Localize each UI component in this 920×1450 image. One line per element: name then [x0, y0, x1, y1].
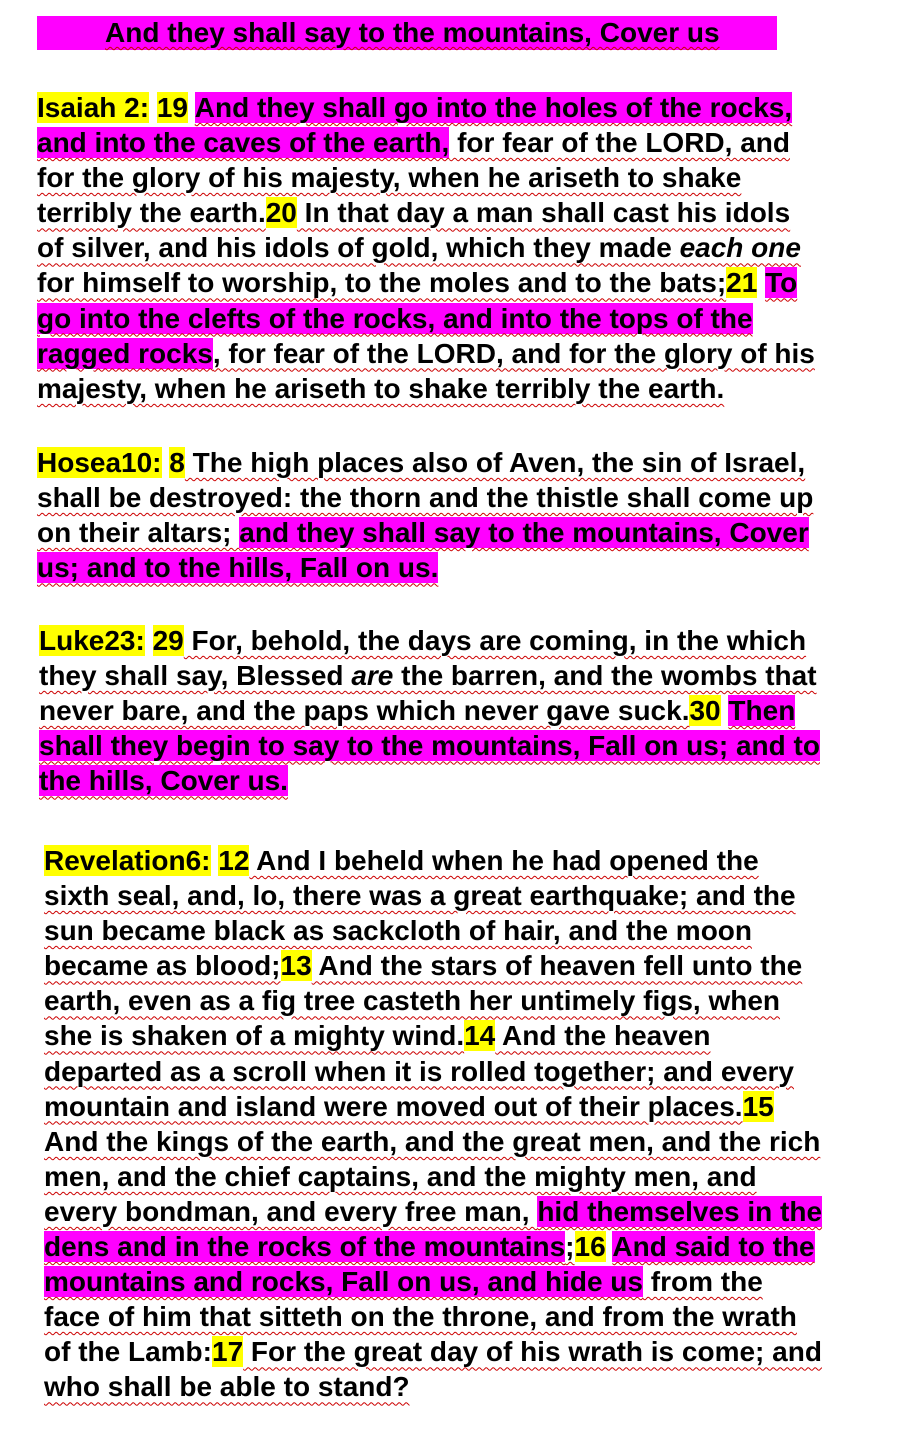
- verse-number: 8: [169, 447, 185, 478]
- passage-hosea: [37, 445, 813, 585]
- text-run: , for fear of the LORD, and for the glory of his: [212, 337, 815, 369]
- text-line: [39, 623, 820, 658]
- text-run: And the stars of heaven fell unto the: [311, 950, 803, 982]
- page-title-text: And they shall say to the mountains, Cover us: [105, 17, 720, 48]
- text-run: she is shaken of a mighty wind.: [44, 1020, 465, 1052]
- text-line: [44, 1264, 822, 1299]
- highlighted-text: And they shall go into the holes of the rocks,: [194, 92, 793, 123]
- text-line: [44, 1018, 822, 1053]
- text-run: from the: [642, 1266, 763, 1298]
- text-run: every bondman, and every free man,: [44, 1195, 538, 1227]
- text-run: each one: [679, 232, 801, 264]
- text-line: [44, 913, 822, 948]
- text-run: for himself to worship, to the moles and to the bats;: [37, 267, 727, 299]
- text-line: [44, 1194, 822, 1229]
- text-run: face of him that sitteth on the throne, and from the wrath: [44, 1301, 797, 1333]
- verse-number: 21: [726, 267, 758, 299]
- verse-number: 16: [574, 1231, 606, 1263]
- text-line: [44, 878, 822, 913]
- text-run: [145, 625, 153, 656]
- text-run: earth, even as a fig tree casteth her untimely figs, when: [44, 985, 781, 1017]
- text-run: for fear of the LORD, and: [449, 127, 790, 159]
- highlighted-text: hid themselves in the: [537, 1195, 823, 1227]
- text-line: [44, 1229, 822, 1264]
- text-run: [757, 267, 765, 298]
- text-run: For the great day of his wrath is come; and: [243, 1336, 822, 1368]
- verse-number: 19: [156, 92, 188, 123]
- highlighted-text: Then: [728, 695, 796, 727]
- text-line: [37, 90, 815, 125]
- text-run: majesty, when he ariseth to shake terribly the earth.: [37, 372, 725, 404]
- text-line: [37, 445, 813, 480]
- text-run: terribly the earth.: [37, 197, 266, 229]
- text-run: The high places also of Aven, the sin of Israel,: [184, 447, 806, 478]
- text-line: [39, 728, 820, 763]
- text-run: In that day a man shall cast his idols: [296, 197, 791, 229]
- highlighted-text: the hills, Cover us.: [39, 765, 288, 797]
- verse-number: 12: [218, 845, 250, 876]
- highlighted-text: us; and to the hills, Fall on us.: [37, 552, 439, 584]
- text-run: they shall say, Blessed: [39, 660, 352, 692]
- verse-number: 20: [265, 197, 297, 229]
- text-run: mountain and island were moved out of their places.: [44, 1090, 743, 1122]
- text-run: shall be destroyed: the thorn and the thistle shall come up: [37, 482, 814, 514]
- highlighted-text: and they shall say to the mountains, Cover: [239, 517, 809, 549]
- scripture-reference: Hosea10:: [37, 447, 162, 478]
- text-line: [39, 763, 820, 798]
- text-run: men, and the chief captains, and the mighty men, and: [44, 1160, 757, 1192]
- text-run: the barren, and the wombs that: [393, 660, 817, 692]
- highlighted-text: dens and in the rocks of the mountains: [44, 1231, 566, 1263]
- page-title: [37, 16, 777, 50]
- text-run: [149, 92, 157, 123]
- text-line: [37, 371, 815, 406]
- highlighted-text: mountains and rocks, Fall on us, and hide us: [44, 1266, 643, 1298]
- passage-luke: [39, 623, 820, 798]
- highlighted-text: and into the caves of the earth,: [37, 127, 450, 159]
- verse-number: 15: [742, 1090, 774, 1122]
- text-run: of the Lamb:: [44, 1336, 212, 1368]
- text-line: [44, 1369, 822, 1404]
- text-run: who shall be able to stand?: [44, 1371, 410, 1403]
- verse-number: 14: [464, 1020, 496, 1052]
- verse-number: 30: [689, 695, 721, 727]
- highlighted-text: And said to the: [612, 1231, 815, 1263]
- text-line: [39, 693, 820, 728]
- text-line: [44, 843, 822, 878]
- text-line: [44, 1054, 822, 1089]
- verse-number: 29: [152, 625, 184, 656]
- text-run: ;: [565, 1231, 575, 1263]
- text-run: departed as a scroll when it is rolled together; and every: [44, 1055, 794, 1087]
- text-run: became as blood;: [44, 950, 281, 982]
- text-line: [37, 230, 815, 265]
- text-run: never bare, and the paps which never gave suck.: [39, 695, 690, 727]
- text-line: [37, 550, 813, 585]
- highlighted-text: ragged rocks: [37, 337, 213, 369]
- scripture-reference: Luke23:: [39, 625, 145, 656]
- text-run: are: [351, 660, 394, 692]
- scripture-reference: Isaiah 2:: [37, 92, 150, 123]
- text-run: For, behold, the days are coming, in the which: [183, 625, 807, 656]
- text-line: [44, 983, 822, 1018]
- text-line: [44, 1159, 822, 1194]
- text-line: [37, 515, 813, 550]
- text-run: And the kings of the earth, and the great men, and the rich: [44, 1125, 821, 1157]
- text-run: sixth seal, and, lo, there was a great earthquake; and the: [44, 880, 796, 912]
- text-line: [44, 1334, 822, 1369]
- text-line: [37, 125, 815, 160]
- text-run: for the glory of his majesty, when he ariseth to shake: [37, 162, 742, 194]
- highlighted-text: shall they begin to say to the mountains, Fall on us; and to: [39, 730, 820, 762]
- text-line: [44, 1089, 822, 1124]
- text-run: [188, 92, 195, 123]
- highlighted-text: go into the clefts of the rocks, and into the tops of the: [37, 302, 753, 334]
- passage-revelation: [44, 843, 822, 1405]
- text-line: [37, 480, 813, 515]
- text-line: [37, 160, 815, 195]
- highlighted-text: To: [765, 267, 798, 299]
- text-line: [37, 195, 815, 230]
- passage-isaiah: [37, 90, 815, 406]
- text-line: [39, 658, 820, 693]
- text-line: [44, 1299, 822, 1334]
- text-line: [44, 948, 822, 983]
- verse-number: 13: [280, 950, 312, 982]
- text-run: And I beheld when he had opened the: [249, 845, 759, 876]
- text-run: And the heaven: [495, 1020, 711, 1052]
- text-line: [37, 301, 815, 336]
- text-line: [44, 1124, 822, 1159]
- text-run: sun became black as sackcloth of hair, and the moon: [44, 915, 752, 947]
- text-run: on their altars;: [37, 517, 240, 549]
- text-line: [37, 336, 815, 371]
- text-run: of silver, and his idols of gold, which they made: [37, 232, 680, 264]
- verse-number: 17: [212, 1336, 244, 1368]
- scripture-reference: Revelation6:: [44, 845, 211, 876]
- text-line: [37, 265, 815, 300]
